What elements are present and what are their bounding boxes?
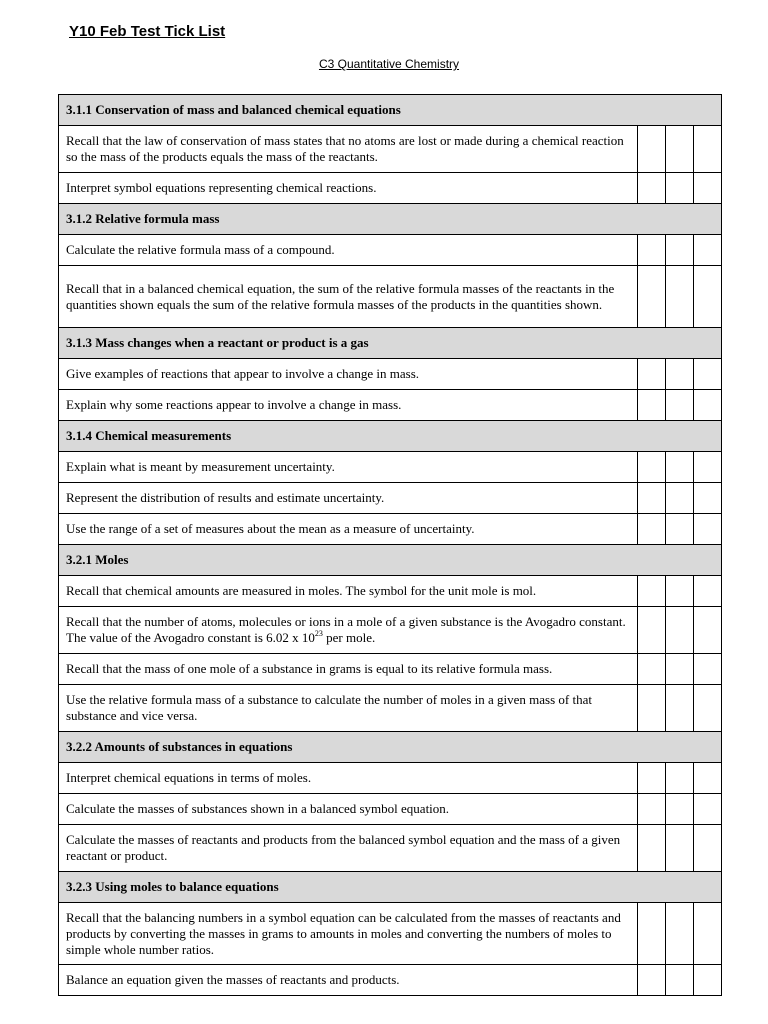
tick-box[interactable] (638, 654, 666, 685)
checklist-row (59, 173, 722, 204)
section-header-row (59, 204, 722, 235)
tick-box[interactable] (638, 576, 666, 607)
tick-box[interactable] (666, 235, 694, 266)
tick-list-table (58, 94, 722, 996)
tick-box[interactable] (638, 452, 666, 483)
tick-box[interactable] (666, 654, 694, 685)
tick-box[interactable] (638, 763, 666, 794)
tick-box[interactable] (694, 903, 722, 965)
tick-box[interactable] (638, 965, 666, 996)
checklist-item-text: Recall that the mass of one mole of a substance in grams is equal to its relative formula mass. (59, 654, 638, 685)
tick-box[interactable] (694, 126, 722, 173)
checklist-item-text: Interpret symbol equations representing chemical reactions. (59, 173, 638, 204)
tick-box[interactable] (638, 126, 666, 173)
tick-box[interactable] (694, 173, 722, 204)
avogadro-text-end: per mole. (322, 630, 376, 645)
tick-box[interactable] (694, 514, 722, 545)
tick-box[interactable] (694, 390, 722, 421)
tick-box[interactable] (638, 825, 666, 872)
checklist-row (59, 825, 722, 872)
checklist-item-text: Represent the distribution of results and estimate uncertainty. (59, 483, 638, 514)
tick-box[interactable] (638, 514, 666, 545)
tick-box[interactable] (666, 390, 694, 421)
tick-box[interactable] (694, 452, 722, 483)
checklist-row (59, 452, 722, 483)
tick-box[interactable] (638, 359, 666, 390)
section-heading: 3.2.3 Using moles to balance equations (59, 872, 722, 903)
checklist-item-text: Recall that the law of conservation of mass states that no atoms are lost or made during a chemical reaction so the mass of the products equals the mass of the reactants. (59, 126, 638, 173)
tick-box[interactable] (666, 794, 694, 825)
checklist-row (59, 794, 722, 825)
checklist-item-text: Interpret chemical equations in terms of moles. (59, 763, 638, 794)
checklist-item-text: Explain what is meant by measurement uncertainty. (59, 452, 638, 483)
tick-box[interactable] (666, 903, 694, 965)
tick-box[interactable] (638, 390, 666, 421)
checklist-row (59, 685, 722, 732)
tick-box[interactable] (666, 965, 694, 996)
checklist-item-text (59, 607, 638, 654)
tick-box[interactable] (638, 173, 666, 204)
section-heading: 3.2.1 Moles (59, 545, 722, 576)
checklist-row (59, 654, 722, 685)
checklist-row (59, 390, 722, 421)
tick-box[interactable] (666, 359, 694, 390)
section-header-row (59, 545, 722, 576)
tick-box[interactable] (638, 794, 666, 825)
section-heading: 3.1.3 Mass changes when a reactant or product is a gas (59, 328, 722, 359)
checklist-item-text: Calculate the relative formula mass of a compound. (59, 235, 638, 266)
section-heading: 3.1.1 Conservation of mass and balanced chemical equations (59, 95, 722, 126)
tick-box[interactable] (638, 685, 666, 732)
checklist-item-text: Balance an equation given the masses of reactants and products. (59, 965, 638, 996)
tick-box[interactable] (694, 359, 722, 390)
avogadro-exponent: 23 (314, 629, 323, 638)
tick-box[interactable] (694, 235, 722, 266)
checklist-row (59, 763, 722, 794)
checklist-row (59, 235, 722, 266)
checklist-item-text: Calculate the masses of reactants and products from the balanced symbol equation and the mass of a given reactant or product. (59, 825, 638, 872)
tick-box[interactable] (694, 266, 722, 328)
tick-box[interactable] (638, 607, 666, 654)
tick-box[interactable] (694, 576, 722, 607)
checklist-item-text: Calculate the masses of substances shown in a balanced symbol equation. (59, 794, 638, 825)
tick-box[interactable] (694, 654, 722, 685)
section-heading: 3.1.4 Chemical measurements (59, 421, 722, 452)
tick-box[interactable] (666, 763, 694, 794)
checklist-item-text: Recall that chemical amounts are measured in moles. The symbol for the unit mole is mol. (59, 576, 638, 607)
checklist-row (59, 903, 722, 965)
checklist-item-text: Use the range of a set of measures about the mean as a measure of uncertainty. (59, 514, 638, 545)
tick-box[interactable] (694, 794, 722, 825)
checklist-row (59, 483, 722, 514)
tick-box[interactable] (638, 483, 666, 514)
section-header-row (59, 95, 722, 126)
checklist-row (59, 607, 722, 654)
tick-box[interactable] (694, 763, 722, 794)
checklist-item-text: Give examples of reactions that appear to involve a change in mass. (59, 359, 638, 390)
checklist-item-text: Explain why some reactions appear to involve a change in mass. (59, 390, 638, 421)
section-header-row (59, 421, 722, 452)
checklist-row (59, 266, 722, 328)
tick-box[interactable] (666, 126, 694, 173)
tick-box[interactable] (694, 825, 722, 872)
tick-box[interactable] (694, 483, 722, 514)
checklist-row (59, 965, 722, 996)
checklist-row (59, 126, 722, 173)
checklist-row (59, 514, 722, 545)
section-heading: 3.2.2 Amounts of substances in equations (59, 732, 722, 763)
tick-box[interactable] (666, 607, 694, 654)
tick-box[interactable] (666, 452, 694, 483)
tick-box[interactable] (694, 607, 722, 654)
avogadro-text: Recall that the number of atoms, molecules or ions in a mole of a given substance is the Avogadro constant. The value of the Avogadro constant is 6.02 x 10 (66, 614, 626, 645)
checklist-item-text: Recall that in a balanced chemical equation, the sum of the relative formula masses of the reactants in the quantities shown equals the sum of the relative formula masses of the products in the quantities shown. (59, 266, 638, 328)
checklist-item-text: Use the relative formula mass of a substance to calculate the number of moles in a given mass of that substance and vice versa. (59, 685, 638, 732)
tick-box[interactable] (666, 173, 694, 204)
tick-box[interactable] (694, 965, 722, 996)
tick-box[interactable] (666, 266, 694, 328)
tick-box[interactable] (638, 266, 666, 328)
tick-box[interactable] (666, 483, 694, 514)
section-heading: 3.1.2 Relative formula mass (59, 204, 722, 235)
page-subtitle: C3 Quantitative Chemistry (318, 57, 460, 71)
tick-box[interactable] (694, 685, 722, 732)
tick-box[interactable] (666, 825, 694, 872)
section-header-row (59, 732, 722, 763)
section-header-row (59, 328, 722, 359)
tick-box[interactable] (666, 685, 694, 732)
tick-box[interactable] (666, 514, 694, 545)
section-header-row (59, 872, 722, 903)
tick-box[interactable] (638, 235, 666, 266)
tick-box[interactable] (638, 903, 666, 965)
checklist-item-text: Recall that the balancing numbers in a symbol equation can be calculated from the masses of reactants and products by converting the masses in grams to amounts in moles and converting the numbers of moles to simple whole number ratios. (59, 903, 638, 965)
page-title: Y10 Feb Test Tick List (69, 23, 226, 40)
checklist-row (59, 359, 722, 390)
checklist-row (59, 576, 722, 607)
tick-box[interactable] (666, 576, 694, 607)
